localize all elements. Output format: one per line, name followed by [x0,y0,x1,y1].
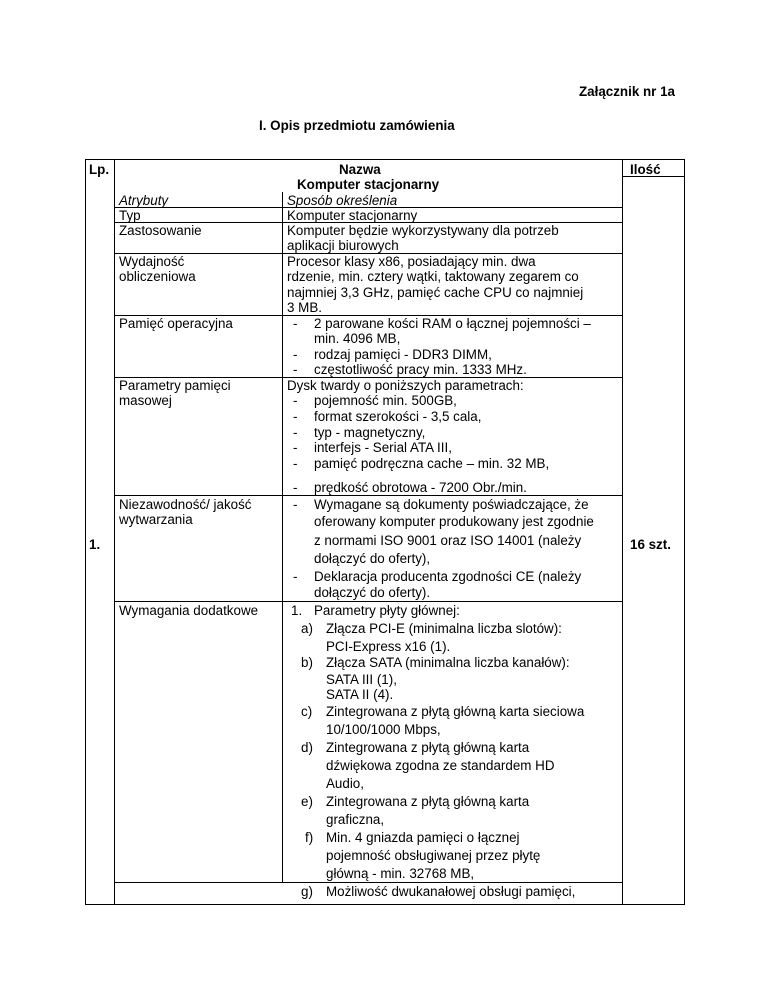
bullet-dash: - [293,393,298,408]
spec-extra-line: Min. 4 gniazda pamięci o łącznej [326,830,520,845]
header-lp: Lp. [89,162,110,177]
attr-col-divider [282,192,283,882]
col-divider-qty [622,159,623,905]
spec-wydajnosc-line: Procesor klasy x86, posiadający min. dwa [287,254,536,269]
spec-zastosowanie-line: aplikacji biurowych [287,238,399,253]
spec-extra-line: Zintegrowana z płytą główną karta sieciowa [326,704,585,719]
attr-quality-line: wytwarzania [119,512,193,527]
header-nazwa: Nazwa [339,162,381,177]
spec-quality-item: z normami ISO 9001 oraz ISO 14001 (należy [314,533,582,548]
spec-quality-item: Deklaracja producenta zgodności CE (należy [314,569,582,584]
spec-extra-line: pojemność obsługiwanej przez płytę [326,848,541,863]
spec-disk-item: typ - magnetyczny, [314,425,426,440]
spec-disk-item: format szerokości - 3,5 cala, [314,409,482,424]
spec-ram-item: min. 4096 MB, [314,331,401,346]
spec-extra-line: SATA III (1), [326,672,397,687]
attr-zastosowanie: Zastosowanie [119,223,202,238]
table-border-right [684,159,685,905]
bullet-dash: - [293,440,298,455]
spec-extra-line: Zintegrowana z płytą główną karta [326,740,530,755]
page-title: I. Opis przedmiotu zamówienia [259,118,455,133]
header-ilosc: Ilość [630,162,661,177]
spec-quality-item: Wymagane są dokumenty poświadczające, że [314,497,589,512]
table-border-left [85,159,86,905]
spec-zastosowanie-line: Komputer będzie wykorzystywany dla potrzeb [287,223,559,238]
qty-value: 16 szt. [630,537,671,552]
spec-wydajnosc-line: rdzenie, min. cztery wątki, taktowany zegarem co [287,269,579,284]
attr-disk-line: masowej [119,393,172,408]
list-marker: b) [301,655,313,670]
bullet-dash: - [293,569,298,584]
bullet-dash: - [293,347,298,362]
spec-disk-item: prędkość obrotowa - 7200 Obr./min. [314,480,527,495]
list-marker: a) [301,621,313,636]
bullet-dash: - [293,362,298,377]
bullet-dash: - [293,425,298,440]
list-marker: 1. [291,603,303,618]
attr-disk-line: Parametry pamięci [119,378,231,393]
spec-extra-line: Możliwość dwukanałowej obsługi pamięci, [326,884,576,899]
spec-quality-item: dołączyć do oferty). [314,585,431,600]
annex-label: Załącznik nr 1a [578,84,675,99]
attr-typ: Typ [119,208,141,223]
spec-disk-item: pamięć podręczna cache – min. 32 MB, [314,456,550,471]
spec-extra-line: 10/100/1000 Mbps, [326,722,441,737]
row-divider [114,601,622,602]
spec-extra-line: PCI-Express x16 (1). [326,639,451,654]
list-marker: c) [301,704,313,719]
spec-disk-intro: Dysk twardy o poniższych parametrach: [287,378,524,393]
spec-wydajnosc-line: 3 MB. [287,300,322,315]
spec-ram-item: rodzaj pamięci - DDR3 DIMM, [314,347,492,362]
list-marker: f) [305,830,314,845]
attr-quality-line: Niezawodność/ jakość [119,497,252,512]
spec-disk-item: interfejs - Serial ATA III, [314,440,452,455]
spec-ram-item: częstotliwość pracy min. 1333 MHz. [314,362,527,377]
bullet-dash: - [293,409,298,424]
spec-extra-line: Złącza SATA (minimalna liczba kanałów): [326,655,570,670]
spec-quality-item: dołączyć do oferty), [314,551,431,566]
spec-wydajnosc-line: najmniej 3,3 GHz, pamięć cache CPU co najmniej [287,285,584,300]
spec-extra-line: graficzna, [326,812,385,827]
spec-extra-line: Zintegrowana z płytą główną karta [326,794,530,809]
list-marker: g) [301,884,313,899]
spec-typ: Komputer stacjonarny [287,208,418,223]
list-marker: d) [301,740,313,755]
lp-value: 1. [89,537,101,552]
spec-ram-item: 2 parowane kości RAM o łącznej pojemności – [314,316,591,331]
spec-extra-line: Audio, [326,776,364,791]
spec-extra-line: Parametry płyty głównej: [314,603,460,618]
spec-extra-line: Złącza PCI-E (minimalna liczba slotów): [326,621,562,636]
bullet-dash: - [293,316,298,331]
attr-ram: Pamięć operacyjna [119,316,233,331]
row-divider [114,882,622,883]
bullet-dash: - [293,480,298,495]
spec-quality-item: oferowany komputer produkowany jest zgodnie [314,514,594,529]
attr-wydajnosc-line: Wydajność [119,254,185,269]
attr-extra: Wymagania dodatkowe [119,603,259,618]
spec-column-header: Sposób określenia [287,193,398,208]
attr-col-left [114,192,115,882]
table-border-top [85,159,685,160]
spec-extra-line: główną - min. 32768 MB, [326,866,475,881]
spec-extra-line: dźwiękowa zgodna ze standardem HD [326,758,555,773]
bullet-dash: - [293,497,298,512]
product-name: Komputer stacjonarny [297,177,440,192]
attr-wydajnosc-line: obliczeniowa [119,269,196,284]
table-border-bottom [85,904,685,905]
attr-column-header: Atrybuty [119,193,169,208]
list-marker: e) [301,794,313,809]
spec-extra-line: SATA II (4). [326,687,394,702]
spec-disk-item: pojemność min. 500GB, [314,393,457,408]
bullet-dash: - [293,456,298,471]
